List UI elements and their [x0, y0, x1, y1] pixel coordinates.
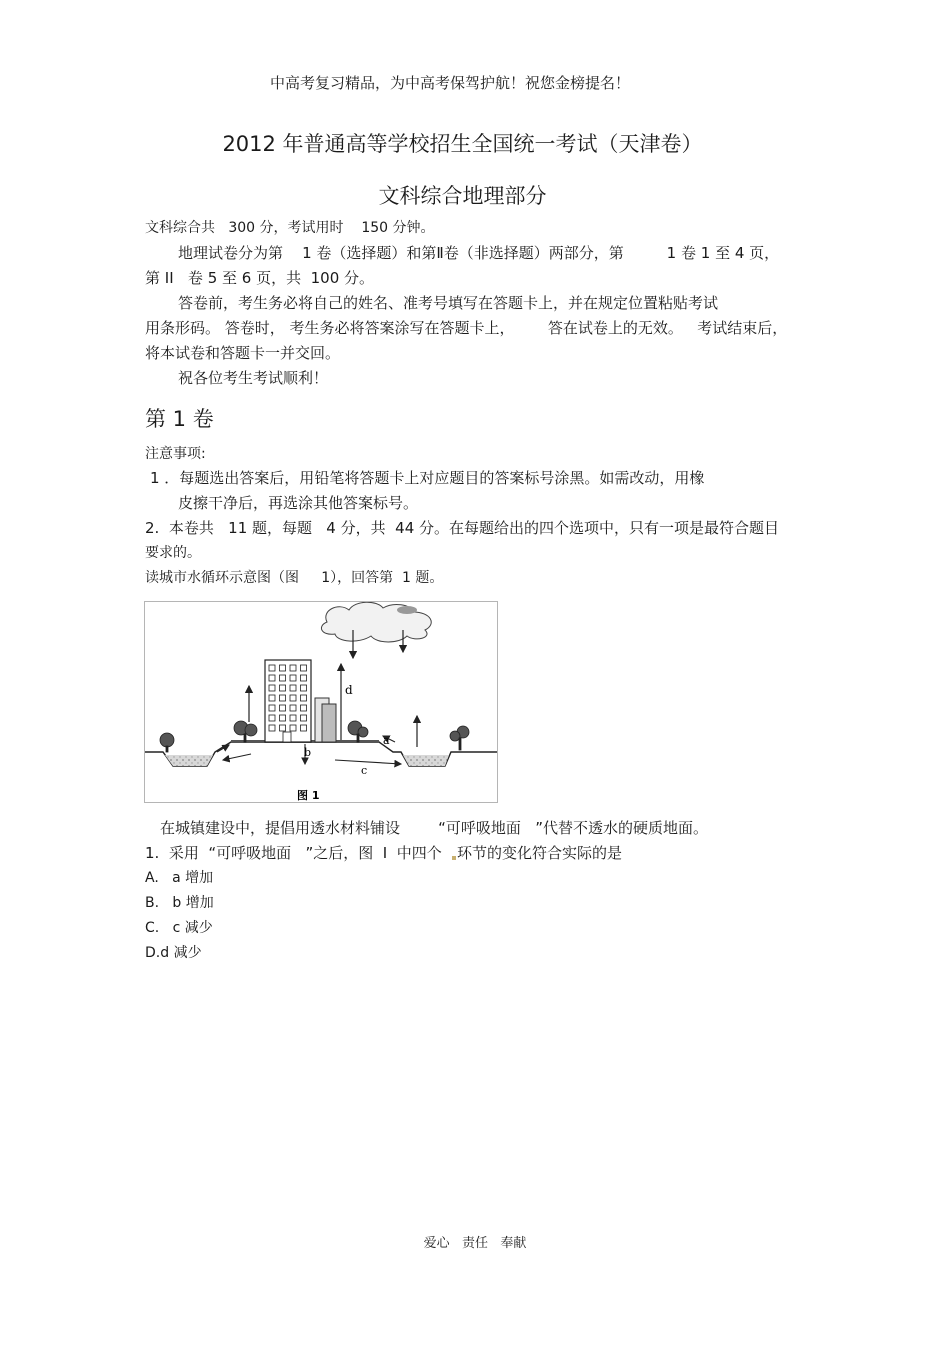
building-window [301, 685, 307, 691]
right-pond [403, 755, 449, 766]
building-window [301, 695, 307, 701]
document-subtitle: 文科综合地理部分 [378, 184, 547, 208]
building-window [280, 715, 286, 721]
label-c: c [361, 764, 368, 777]
intro-line-4: 答卷前，考生务必将自己的姓名、准考号填写在答题卡上，并在规定位置粘贴考试 [178, 294, 719, 312]
intro-line-5: 用条形码。 答卷时， 考生务必将答案涂写在答题卡上， 答在试卷上的无效。 考试结束后， [145, 319, 788, 337]
intro-line-2: 地理试卷分为第 1 卷（选择题）和第Ⅱ卷（非选择题）两部分，第 1 卷 1 至 4 页， [178, 244, 780, 262]
building-window [290, 665, 296, 671]
building-window [301, 665, 307, 671]
building-window [280, 665, 286, 671]
option-a[interactable]: A. a 增加 [145, 870, 214, 886]
option-d[interactable]: D.d 减少 [145, 945, 202, 961]
building-window [280, 725, 286, 731]
question-stem-part-1: 1. 采用 “可呼吸地面 ”之后，图 I 中四个 [145, 844, 442, 862]
note-2-line-2: 要求的。 [145, 545, 201, 561]
building-window [280, 695, 286, 701]
intro-line-6: 将本试卷和答题卡一并交回。 [145, 344, 341, 362]
building-window [301, 725, 307, 731]
section-title: 第 1 卷 [145, 407, 214, 431]
label-a: a [383, 734, 390, 747]
document-title: 2012 年普通高等学校招生全国统一考试（天津卷） [222, 132, 703, 156]
building-window [269, 685, 275, 691]
cloud-icon [321, 602, 431, 642]
notes-heading: 注意事项: [145, 446, 206, 462]
note-1-line-2: 皮擦干净后，再选涂其他答案标号。 [178, 494, 419, 512]
intro-line-1: 文科综合共 300 分，考试用时 150 分钟。 [145, 220, 435, 236]
label-b: b [304, 746, 312, 759]
option-b[interactable]: B. b 增加 [145, 895, 214, 911]
question-stem-part-2: 环节的变化符合实际的是 [457, 844, 623, 862]
building-window [269, 725, 275, 731]
building-window [301, 675, 307, 681]
footer-motto: 爱心 责任 奉献 [423, 1236, 527, 1251]
building-window [280, 705, 286, 711]
intro-line-7: 祝各位考生考试顺利！ [178, 369, 329, 387]
building-window [280, 685, 286, 691]
stray-mark [452, 856, 456, 860]
building-window [269, 675, 275, 681]
building-window [290, 705, 296, 711]
building-window [290, 675, 296, 681]
question-context: 在城镇建设中，提倡用透水材料铺设 “可呼吸地面 ”代替不透水的硬质地面。 [160, 819, 708, 837]
building-window [290, 725, 296, 731]
left-pond [165, 755, 213, 766]
label-d: d [345, 683, 353, 697]
building-window [301, 715, 307, 721]
building-window [290, 715, 296, 721]
building-window [290, 695, 296, 701]
option-c[interactable]: C. c 减少 [145, 920, 213, 936]
note-1-line-1: 1 ．每题选出答案后，用铅笔将答题卡上对应题目的答案标号涂黑。如需改动，用橡 [150, 469, 705, 487]
groundwater-arrow-left [223, 754, 251, 760]
water-cycle-figure [144, 601, 498, 803]
building-window [290, 685, 296, 691]
building-window [269, 695, 275, 701]
building-window [269, 665, 275, 671]
figure-caption: 图 1 [297, 789, 320, 802]
building-door [283, 732, 291, 742]
water-cycle-diagram [145, 602, 497, 802]
building-window [301, 705, 307, 711]
slope-arrow [217, 745, 229, 752]
note-2-line-1: 2. 本卷共 11 题，每题 4 分，共 44 分。在每题给出的四个选项中，只有一项是最符合题目 [145, 519, 780, 537]
header-slogan: 中高考复习精品，为中高考保驾护航！祝您金榜提名！ [269, 74, 630, 92]
intro-line-3: 第 II 卷 5 至 6 页，共 100 分。 [145, 269, 375, 287]
building-window [269, 715, 275, 721]
figure-prompt: 读城市水循环示意图（图 1），回答第 1 题。 [145, 570, 444, 586]
groundwater-arrow-c [335, 760, 401, 764]
building-window [280, 675, 286, 681]
building-window [269, 705, 275, 711]
